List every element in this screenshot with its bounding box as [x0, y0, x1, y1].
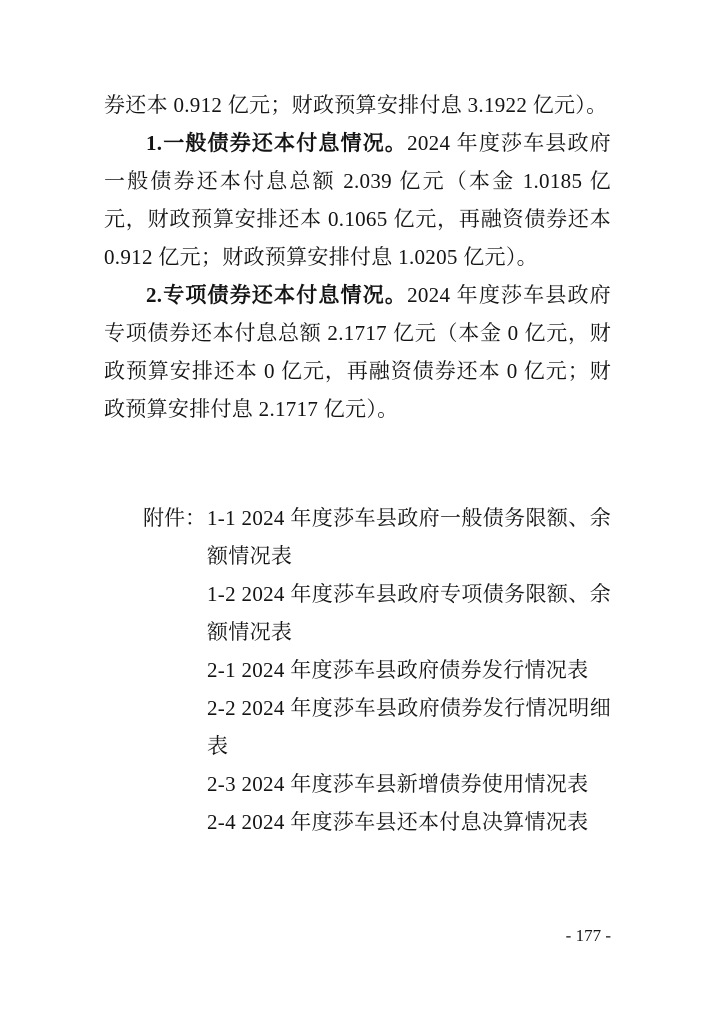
document-body — [104, 86, 611, 841]
paragraph-heading: 1.一般债券还本付息情况。 — [146, 131, 408, 155]
paragraph-continuation — [104, 86, 611, 124]
attachments-block — [104, 499, 611, 841]
paragraph-heading: 2.专项债券还本付息情况。 — [146, 283, 408, 307]
attachment-item: 1-1 2024 年度莎车县政府一般债务限额、余额情况表 — [207, 506, 611, 568]
paragraph-text: 2024 年度莎车县政府一般债券还本付息总额 2.039 亿元（本金 1.0185 亿元，财政预算安排还本 0.1065 亿元，再融资债券还本 0.912 亿元；财政预算安排付息 1.0205 亿元）。 — [104, 131, 611, 269]
paragraph-text: 券还本 0.912 亿元；财政预算安排付息 3.1922 亿元）。 — [104, 93, 608, 117]
page-number: - 177 - — [565, 926, 611, 945]
paragraph-special-bond-repayment — [104, 276, 611, 428]
attachment-item: 1-2 2024 年度莎车县政府专项债务限额、余额情况表 — [207, 582, 611, 644]
paragraph-text: 2024 年度莎车县政府专项债券还本付息总额 2.1717 亿元（本金 0 亿元，财政预算安排还本 0 亿元，再融资债券还本 0 亿元；财政预算安排付息 2.1717 亿元）。 — [104, 283, 611, 421]
attachment-item: 2-4 2024 年度莎车县还本付息决算情况表 — [207, 810, 589, 834]
attachments-label: 附件： — [143, 506, 206, 530]
attachment-item: 2-3 2024 年度莎车县新增债券使用情况表 — [207, 772, 589, 796]
attachment-item: 2-1 2024 年度莎车县政府债券发行情况表 — [207, 658, 589, 682]
attachments-list — [207, 499, 611, 841]
paragraph-general-bond-repayment — [104, 124, 611, 276]
attachment-item: 2-2 2024 年度莎车县政府债券发行情况明细表 — [207, 696, 611, 758]
